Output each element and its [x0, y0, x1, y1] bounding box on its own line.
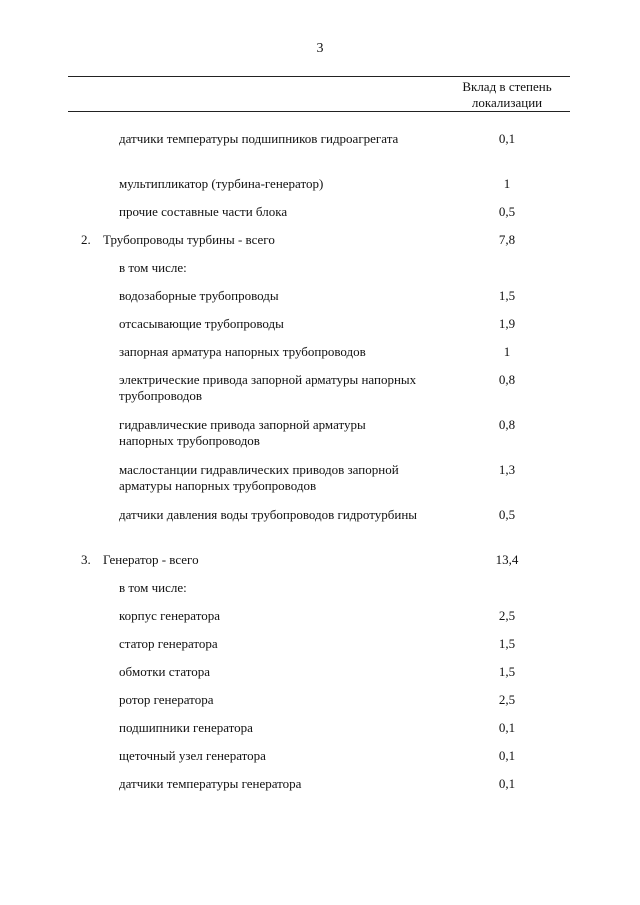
row-value: 1	[503, 344, 511, 359]
row-label: запорная арматура напорных трубопроводов	[119, 344, 366, 359]
row-label: ротор генератора	[119, 692, 214, 707]
row-value: 0,8	[498, 417, 516, 432]
table-body	[68, 131, 570, 804]
table-row	[68, 316, 570, 344]
row-number: 3.	[81, 552, 91, 567]
header-contribution: Вклад в степень локализации	[462, 79, 552, 110]
table-row	[68, 288, 570, 316]
row-label: статор генератора	[119, 636, 218, 651]
localization-table	[68, 76, 570, 804]
table-row	[68, 131, 570, 176]
row-value: 0,1	[498, 776, 516, 791]
row-value: 2,5	[498, 608, 516, 623]
table-row	[68, 176, 570, 204]
table-row	[68, 664, 570, 692]
row-label: в том числе:	[119, 580, 187, 595]
row-value: 1,9	[498, 316, 516, 331]
row-value: 7,8	[498, 232, 516, 247]
table-row	[68, 204, 570, 232]
row-label: мультипликатор (турбина-генератор)	[119, 176, 324, 191]
row-value: 2,5	[498, 692, 516, 707]
row-label: подшипники генератора	[119, 720, 253, 735]
table-row	[68, 608, 570, 636]
table-row	[68, 720, 570, 748]
row-label: водозаборные трубопроводы	[119, 288, 279, 303]
table-row	[68, 462, 570, 507]
row-label: корпус генератора	[119, 608, 221, 623]
row-label: в том числе:	[119, 260, 187, 275]
row-value: 1	[503, 176, 511, 191]
table-header	[68, 77, 570, 111]
row-label: электрические привода запорной арматуры напорных трубопроводов	[119, 372, 417, 403]
table-row	[68, 552, 570, 580]
row-label: датчики давления воды трубопроводов гидротурбины	[119, 507, 418, 522]
row-value: 1,5	[498, 636, 516, 651]
row-value: 13,4	[495, 552, 519, 567]
table-row	[68, 748, 570, 776]
row-label: отсасывающие трубопроводы	[119, 316, 284, 331]
table-row	[68, 232, 570, 260]
table-row	[68, 580, 570, 608]
page-number: 3	[316, 41, 324, 56]
row-label: датчики температуры генератора	[119, 776, 302, 791]
table-row	[68, 372, 570, 417]
row-value: 1,5	[498, 664, 516, 679]
row-value: 0,5	[498, 204, 516, 219]
row-value: 0,5	[498, 507, 516, 522]
row-value: 0,1	[498, 720, 516, 735]
row-label: Генератор - всего	[103, 552, 199, 567]
table-row	[68, 417, 570, 462]
row-label: маслостанции гидравлических приводов запорной арматуры напорных трубопроводов	[119, 462, 399, 493]
row-number: 2.	[81, 232, 91, 247]
table-row	[68, 344, 570, 372]
row-label: обмотки статора	[119, 664, 211, 679]
row-label: Трубопроводы турбины - всего	[103, 232, 275, 247]
table-row	[68, 260, 570, 288]
row-value: 1,3	[498, 462, 516, 477]
table-row	[68, 507, 570, 552]
table-row	[68, 636, 570, 664]
table-header-rule	[68, 111, 570, 112]
row-value: 0,1	[498, 748, 516, 763]
row-value: 1,5	[498, 288, 516, 303]
row-value: 0,8	[498, 372, 516, 387]
row-label: прочие составные части блока	[119, 204, 288, 219]
row-label: датчики температуры подшипников гидроагрегата	[119, 131, 399, 146]
row-value: 0,1	[498, 131, 516, 146]
table-row	[68, 692, 570, 720]
row-label: щеточный узел генератора	[119, 748, 266, 763]
row-label: гидравлические привода запорной арматуры напорных трубопроводов	[119, 417, 366, 448]
table-row	[68, 776, 570, 804]
